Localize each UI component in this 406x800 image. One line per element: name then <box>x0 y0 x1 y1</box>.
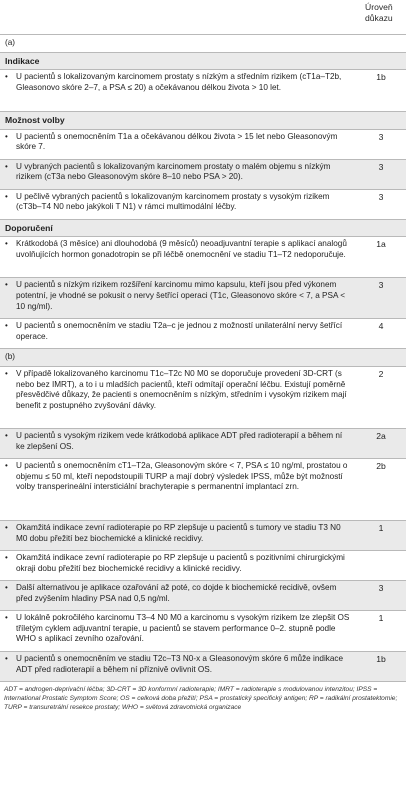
table-row <box>0 458 406 520</box>
table-row <box>0 651 406 681</box>
bullet-icon: • <box>5 653 8 663</box>
bullet-icon: • <box>5 582 8 592</box>
abbreviations-footnote: ADT = androgen-deprivační léčba; 3D-CRT = 3D konformní radioterapie; IMRT = radioterapie s modulovanou intenzitou; IPSS = International Prostatic Symptom Score; OS = celková doba přežití; PSA = prostatický specifický antigen; RP = radikální prostatektomie; TURP = transuretrální resekce prostaty; WHO = světová zdravotnická organizace <box>0 681 406 712</box>
evidence-level: 3 <box>378 161 384 172</box>
evidence-level: 1b <box>376 653 386 664</box>
group-title-row <box>0 52 406 70</box>
table-row <box>0 428 406 458</box>
section-label: (a) <box>5 38 16 47</box>
item-text: Krátkodobá (3 měsíce) ani dlouhodobá (9 měsíců) neoadjuvantní terapie s aplikací analogů uvolňujících hormon gonadotropin se při léčbě onemocnění ve stadiu T1–T2 nedoporučuje. <box>16 239 347 259</box>
item-text: U pacientů s vysokým rizikem vede krátkodobá aplikace ADT před radioterapií a během ní ke zlepšení OS. <box>16 430 343 451</box>
item-text: Okamžitá indikace zevní radioterapie po RP zlepšuje u pacientů s pozitivními chirurgickými okraji dobu přežití bez biochemické recidivy a klinické recidivy. <box>16 552 345 573</box>
bullet-icon: • <box>5 280 8 290</box>
bullet-icon: • <box>5 612 8 622</box>
item-text: U pacientů s onemocněním cT1–T2a, Gleasonovým skóre < 7, PSA ≤ 10 ng/ml, prostatou o objemu ≤ 50 ml, kteří nepodstoupili TURP a mají dobrý výsledek IPSS, může být možností volby transperineální intersticiální brachyterapie s permanentní implantací zrn. <box>16 460 348 492</box>
evidence-level: 3 <box>378 280 384 291</box>
evidence-level: 1 <box>378 522 384 533</box>
item-text: U pacientů s lokalizovaným karcinomem prostaty s nízkým a středním rizikem (cT1a–T2b, Gleasonovo skóre 2–7, a PSA ≤ 20) a očekávanou délkou života > 10 let. <box>16 72 342 92</box>
evidence-level: 1a <box>376 239 386 250</box>
group-title: Indikace <box>5 55 40 66</box>
item-text: Okamžitá indikace zevní radioterapie po RP zlepšuje u pacientů s tumory ve stadiu T3 N0 M0 dobu přežití bez biochemické a klinické recidivy. <box>16 522 341 543</box>
bullet-icon: • <box>5 460 8 470</box>
table-row <box>0 366 406 428</box>
bullet-icon: • <box>5 321 8 331</box>
table-row <box>0 129 406 159</box>
evidence-level: 2a <box>376 430 386 441</box>
table-row <box>0 69 406 111</box>
evidence-level: 2b <box>376 460 386 471</box>
group-title: Doporučení <box>5 222 53 233</box>
evidence-level: 4 <box>378 321 384 332</box>
bullet-icon: • <box>5 191 8 201</box>
item-text: U lokálně pokročilého karcinomu T3–4 N0 M0 a karcinomu s vysokým rizikem lze zlepšit OS tříletým cyklem adjuvantní terapie, u pacientů se stavem performance 0–2. stupně podle WHO s aplikací zevního ozařování. <box>16 612 350 644</box>
evidence-level: 1b <box>376 72 386 83</box>
table-row <box>0 159 406 189</box>
section-b-label-row <box>0 348 406 366</box>
table-header <box>0 0 406 34</box>
evidence-level: 3 <box>378 131 384 142</box>
item-text: U pacientů s nízkým rizikem rozšíření karcinomu mimo kapsulu, kteří jsou před výkonem potentní, je vhodné se pokusit o nervy šetřící operaci (T1c, Gleasonovo skóre < 7, a PSA < 10 ng/ml). <box>16 280 346 311</box>
item-text: U vybraných pacientů s lokalizovaným karcinomem prostaty o malém objemu s nízkým rizikem (cT3a nebo Gleasonovým skóre 8–10 nebo PSA > 20). <box>16 161 331 182</box>
table-row <box>0 277 406 318</box>
item-text: U pečlivě vybraných pacientů s lokalizovaným karcinomem prostaty s vysokým rizikem (cT3b–T4 N0 nebo jakýkoli T N1) v rámci multimodální léčby. <box>16 191 330 212</box>
evidence-level: 2 <box>378 368 384 379</box>
bullet-icon: • <box>5 430 8 440</box>
evidence-level: 3 <box>378 582 384 593</box>
item-text: Další alternativou je aplikace ozařování až poté, co dojde k biochemické recidivě, ovšem před zvýšením hladiny PSA nad 0,5 ng/ml. <box>16 582 337 603</box>
evidence-level: 3 <box>378 191 384 202</box>
section-label: (b) <box>5 352 16 362</box>
level-column-header: Úroveň důkazu <box>356 0 406 34</box>
item-text: U pacientů s onemocněním ve stadiu T2a–c je jednou z možností unilaterální nervy šetřící operace. <box>16 321 343 341</box>
table-row <box>0 236 406 277</box>
bullet-icon: • <box>5 131 8 141</box>
bullet-icon: • <box>5 368 8 378</box>
item-text: V případě lokalizovaného karcinomu T1c–T2c N0 M0 se doporučuje provedení 3D-CRT (s nebo bez IMRT), a to i u mladších pacientů, kteří odmítají operační léčbu. Existují poměrně přesvědčivé důkazy, že pacienti s onemocněním s nízkým, středním i vysokým rizikem mají benefit z postupného zvyšování dávky. <box>16 368 347 410</box>
group-title-row <box>0 111 406 129</box>
bullet-icon: • <box>5 239 8 249</box>
evidence-level <box>356 551 406 580</box>
table-row <box>0 318 406 348</box>
table-row <box>0 550 406 580</box>
group-title-row <box>0 219 406 237</box>
table-row <box>0 580 406 610</box>
table-row <box>0 520 406 550</box>
group-title: Možnost volby <box>5 115 65 126</box>
bullet-icon: • <box>5 552 8 562</box>
bullet-icon: • <box>5 161 8 171</box>
item-text: U pacientů s onemocněním ve stadiu T2c–T3 N0-x a Gleasonovým skóre 6 může indikace ADT před radioterapií a během ní příznivě ovlivnit OS. <box>16 653 344 674</box>
section-a-label-row <box>0 34 406 52</box>
table-row <box>0 610 406 651</box>
bullet-icon: • <box>5 72 8 82</box>
item-text: U pacientů s onemocněním T1a a očekávanou délkou života > 15 let nebo Gleasonovým skóre 7. <box>16 131 338 152</box>
bullet-icon: • <box>5 522 8 532</box>
evidence-level: 1 <box>378 612 384 623</box>
table-row <box>0 189 406 219</box>
